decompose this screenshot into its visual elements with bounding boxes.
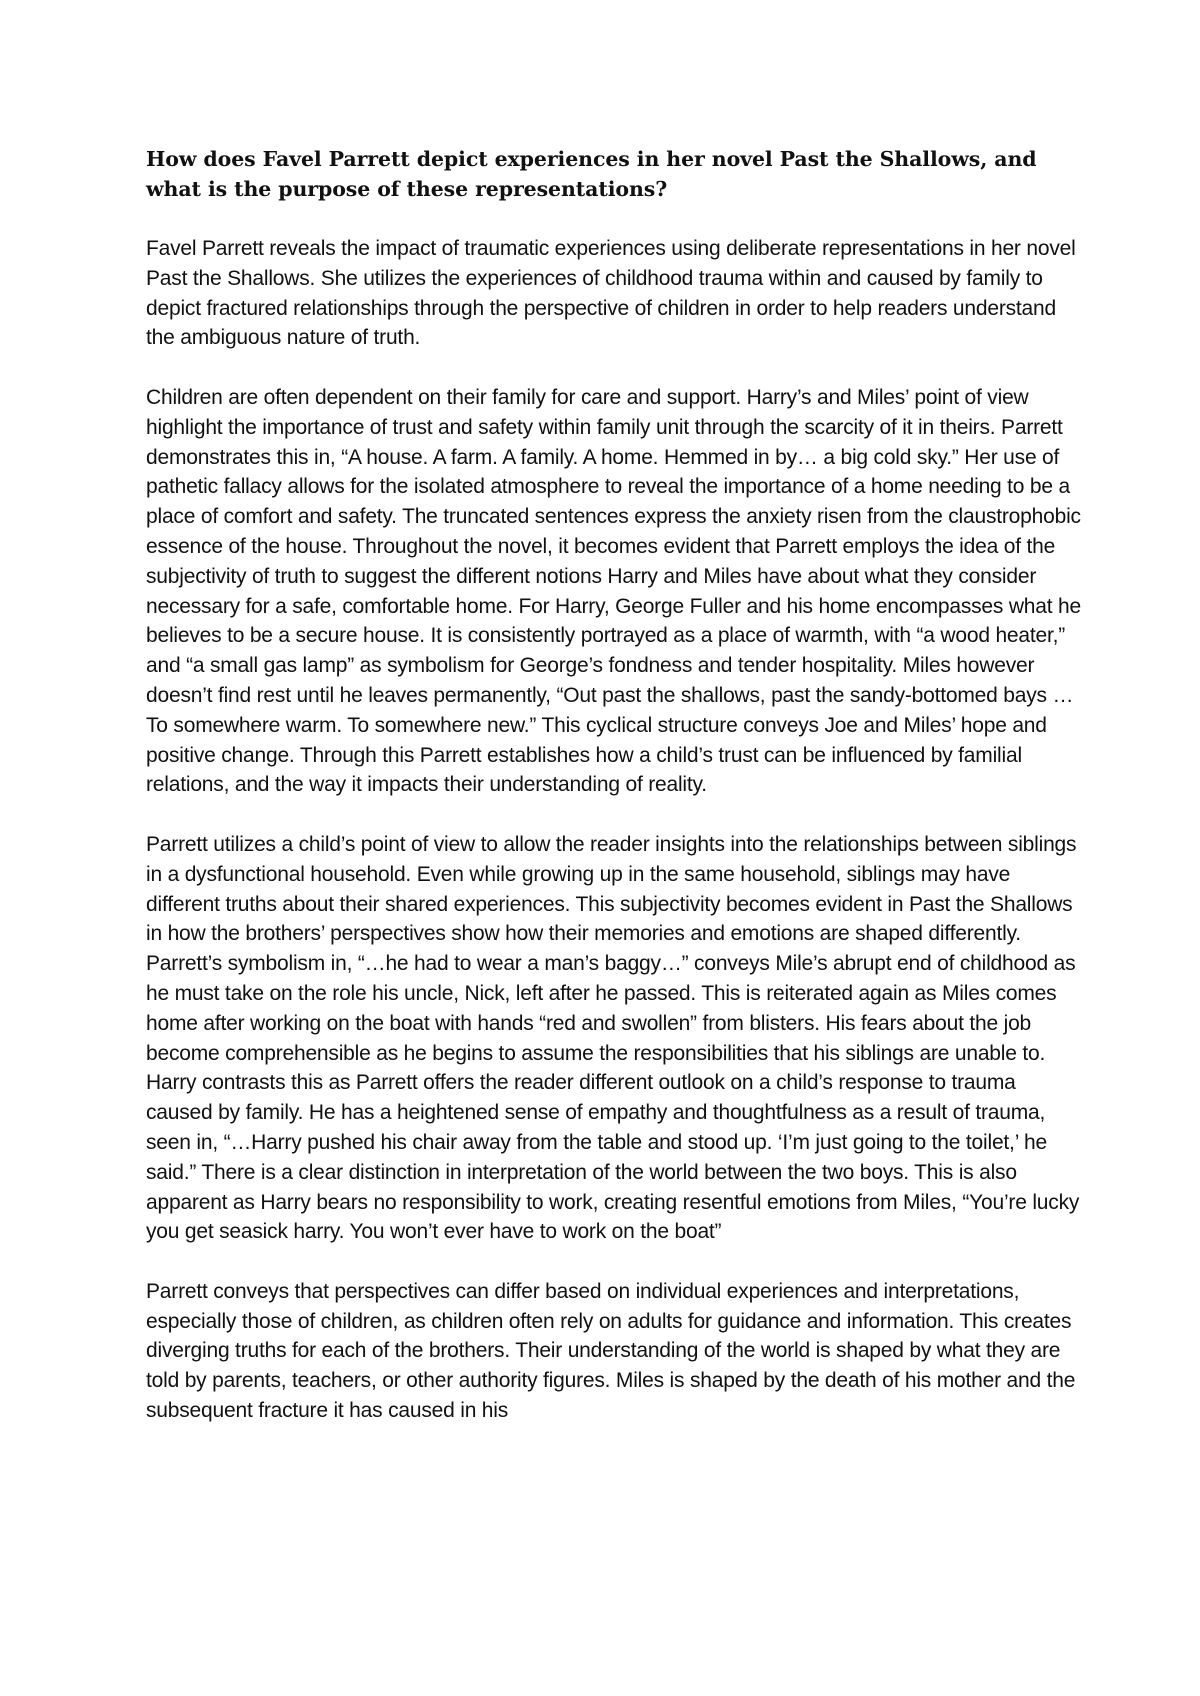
paragraph-diverging-truths: Parrett conveys that perspectives can differ based on individual experiences and interpretations, especially those of children, as children often rely on adults for guidance and information. This creates diverging truths for each of the brothers. Their understanding of the world is shaped by what they are told by parents, teachers, or other authority figures. Miles is shaped by the death of his mother and the subsequent fracture it has caused in his xyxy=(146,1279,1076,1423)
essay-question-heading: How does Favel Parrett depict experiences in her novel Past the Shallows, and what is the purpose of these representations? xyxy=(146,147,1037,201)
paragraph-siblings-perspective: Parrett utilizes a child’s point of view to allow the reader insights into the relationships between siblings in a dysfunctional household. Even while growing up in the same household, siblings may have different truths about their shared experiences. This subjectivity becomes evident in Past the Shallows in how the brothers’ perspectives show how their memories and emotions are shaped differently. Parrett’s symbolism in, “…he had to wear a man’s baggy…” conveys Mile’s abrupt end of childhood as he must take on the role his uncle, Nick, left after he passed. This is reiterated again as Miles comes home after working on the boat with hands “red and swollen” from blisters. His fears about the job become comprehensible as he begins to assume the responsibilities that his siblings are unable to. Harry contrasts this as Parrett offers the reader different outlook on a child’s response to trauma caused by family. He has a heightened sense of empathy and thoughtfulness as a result of trauma, seen in, “…Harry pushed his chair away from the table and stood up. ‘I’m just going to the toilet,’ he said.” There is a clear distinction in interpretation of the world between the two boys. This is also apparent as Harry bears no responsibility to work, creating resentful emotions from Miles, “You’re lucky you get seasick harry. You won’t ever have to work on the boat” xyxy=(146,832,1080,1244)
paragraph-family-trust: Children are often dependent on their family for care and support. Harry’s and Miles’ point of view highlight the importance of trust and safety within family unit through the scarcity of it in theirs. Parrett demonstrates this in, “A house. A farm. A family. A home. Hemmed in by… a big cold sky.” Her use of pathetic fallacy allows for the isolated atmosphere to reveal the importance of a home needing to be a place of comfort and safety. The truncated sentences express the anxiety risen from the claustrophobic essence of the house. Throughout the novel, it becomes evident that Parrett employs the idea of the subjectivity of truth to suggest the different notions Harry and Miles have about what they consider necessary for a safe, comfortable home. For Harry, George Fuller and his home encompasses what he believes to be a secure house. It is consistently portrayed as a place of warmth, with “a wood heater,” and “a small gas lamp” as symbolism for George’s fondness and tender hospitality. Miles however doesn’t find rest until he leaves permanently, “Out past the shallows, past the sandy-bottomed bays … To somewhere warm. To somewhere new.” This cyclical structure conveys Joe and Miles’ hope and positive change. Through this Parrett establishes how a child’s trust can be influenced by familial relations, and the way it impacts their understanding of reality. xyxy=(146,385,1081,797)
document-body xyxy=(146,144,1086,1426)
paragraph-introduction: Favel Parrett reveals the impact of traumatic experiences using deliberate representations in her novel Past the Shallows. She utilizes the experiences of childhood trauma within and caused by family to depict fractured relationships through the perspective of children in order to help readers understand the ambiguous nature of truth. xyxy=(146,237,1076,350)
